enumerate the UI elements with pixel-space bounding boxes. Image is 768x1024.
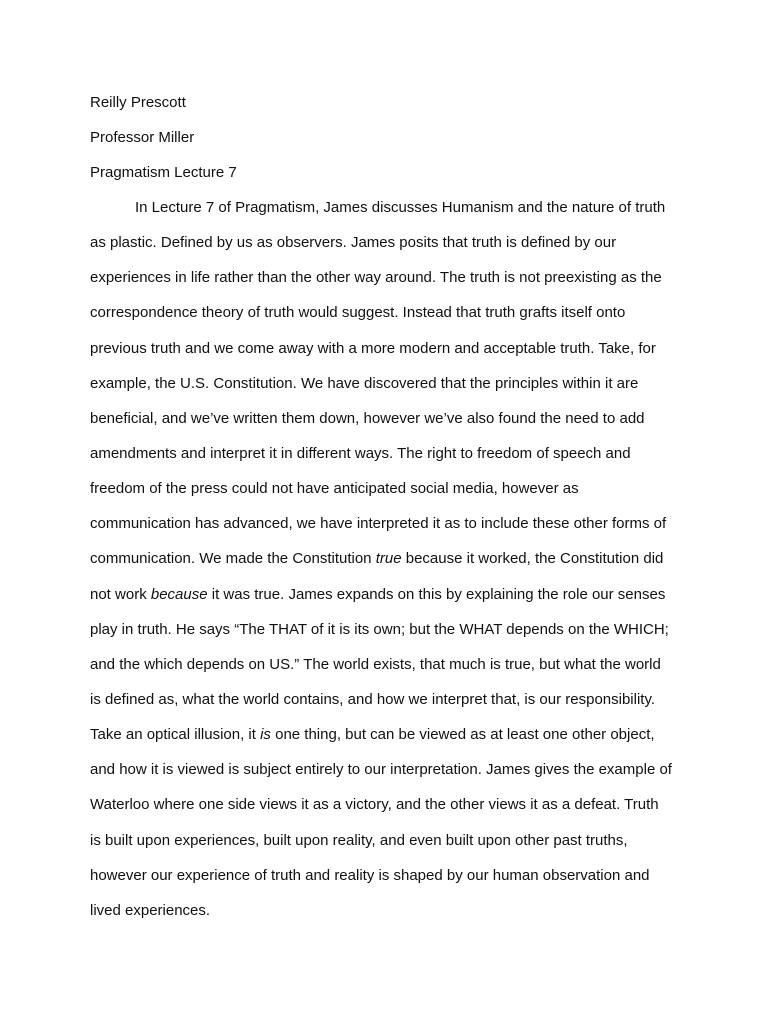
line-text: it was true. James expands on this by explaining the role our senses xyxy=(207,585,666,603)
paragraph-line xyxy=(90,720,690,755)
essay-paragraph xyxy=(90,193,690,931)
paragraph-line: however our experience of truth and reality is shaped by our human observation and xyxy=(90,866,650,884)
paragraph-line: correspondence theory of truth would suggest. Instead that truth grafts itself onto xyxy=(90,304,626,322)
line-text: communication. We made the Constitution xyxy=(90,550,376,568)
paragraph-line: lived experiences. xyxy=(90,901,211,919)
paragraph-line: amendments and interpret it in different ways. The right to freedom of speech and xyxy=(90,444,631,462)
paragraph-line: example, the U.S. Constitution. We have discovered that the principles within it are xyxy=(90,374,639,392)
emphasis-text: is xyxy=(260,726,271,744)
emphasis-text: because xyxy=(150,585,208,603)
paragraph-line: as plastic. Defined by us as observers. James posits that truth is defined by our xyxy=(90,234,617,252)
paragraph-line: beneficial, and we’ve written them down, however we’ve also found the need to add xyxy=(90,409,645,427)
line-text: one thing, but can be viewed as at least one other object, xyxy=(270,726,655,744)
author-name: Reilly Prescott xyxy=(90,94,186,111)
paragraph-line: play in truth. He says “The THAT of it is its own; but the WHAT depends on the WHICH; xyxy=(90,620,669,638)
line-text: because it worked, the Constitution did xyxy=(401,550,664,568)
paragraph-line: is built upon experiences, built upon reality, and even built upon other past truths, xyxy=(90,831,628,849)
paragraph-line: freedom of the press could not have anticipated social media, however as xyxy=(90,480,579,498)
emphasis-text: true xyxy=(375,550,402,568)
line-text: Take an optical illusion, it xyxy=(90,726,261,744)
paragraph-line: and the which depends on US.” The world exists, that much is true, but what the world xyxy=(90,655,661,673)
paragraph-line: Waterloo where one side views it as a victory, and the other views it as a defeat. Truth xyxy=(90,796,659,814)
line-text: not work xyxy=(90,585,151,603)
paragraph-line xyxy=(90,544,690,579)
paragraph-line: previous truth and we come away with a more modern and acceptable truth. Take, for xyxy=(90,339,656,357)
professor-name: Professor Miller xyxy=(90,129,195,146)
paragraph-line: experiences in life rather than the other way around. The truth is not preexisting as the xyxy=(90,269,662,287)
paragraph-line xyxy=(90,580,690,615)
paragraph-line: and how it is viewed is subject entirely to our interpretation. James gives the example of xyxy=(90,761,672,779)
course-title: Pragmatism Lecture 7 xyxy=(90,164,237,181)
paragraph-line: communication has advanced, we have interpreted it as to include these other forms of xyxy=(90,515,667,533)
paragraph-line: In Lecture 7 of Pragmatism, James discusses Humanism and the nature of truth xyxy=(135,199,666,216)
paragraph-line: is defined as, what the world contains, and how we interpret that, is our responsibility. xyxy=(90,690,656,708)
